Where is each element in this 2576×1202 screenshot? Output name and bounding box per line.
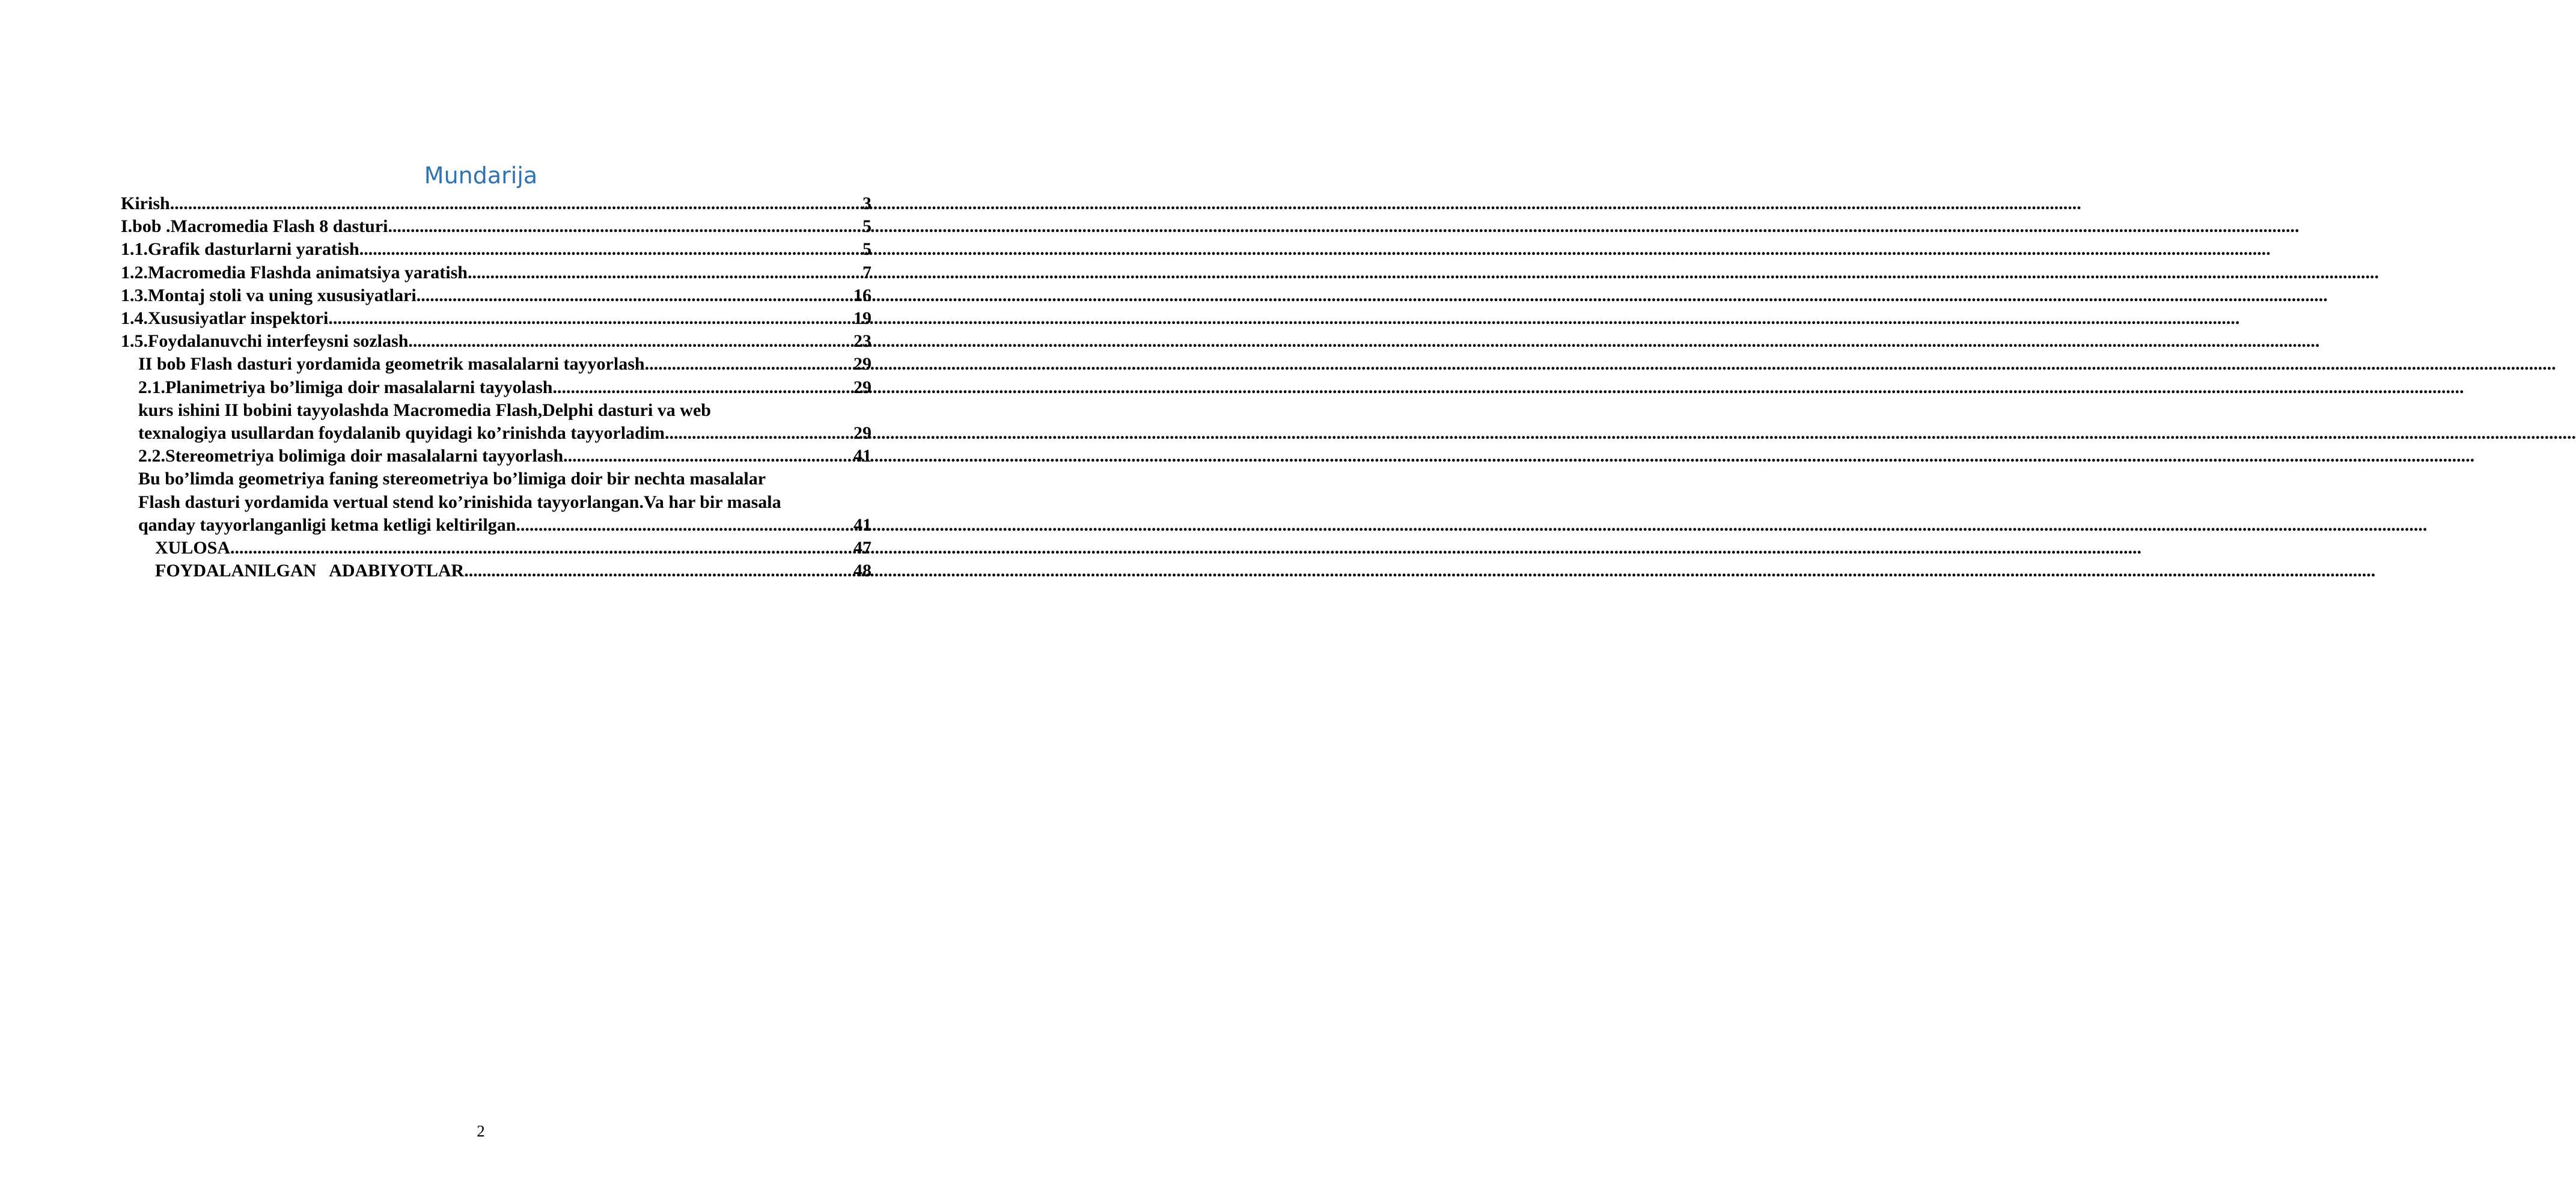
toc-entry-page: 29: [853, 354, 871, 374]
toc-entry-page: 41: [853, 446, 871, 466]
toc-entry-text: II bob Flash dasturi yordamida geometrik masalalarni tayyorlash: [138, 354, 645, 374]
toc-entry-1-2[interactable]: [121, 261, 871, 284]
toc-entry-1-1[interactable]: [121, 238, 871, 261]
toc-entry-text-line: Flash dasturi yordamida vertual stend ko’rinishida tayyorlangan.Va har bir masala: [138, 492, 781, 512]
toc-entry-text: Kirish: [121, 194, 170, 213]
toc-entry-page: 7: [862, 262, 871, 282]
toc-entry-text: 1.2.Macromedia Flashda animatsiya yaratish: [121, 262, 468, 282]
toc-entry-adabiyotlar[interactable]: [121, 560, 871, 582]
toc-entry-text: 1.1.Grafik dasturlarni yaratish: [121, 239, 359, 260]
toc-entry-page: 3: [862, 194, 871, 213]
toc-entry-text: 1.5.Foydalanuvchi interfeysni sozlash: [121, 331, 409, 352]
toc-entry-page: 16: [853, 285, 871, 305]
toc-entry-page: 5: [862, 239, 871, 260]
toc-entry-text: 2.1.Planimetriya bo’limiga doir masalalarni tayyolash: [138, 377, 553, 397]
toc-entry-stereometriya-info[interactable]: [121, 468, 871, 537]
document-page: [0, 0, 962, 1202]
toc-entry-text: FOYDALANILGAN ADABIYOTLAR: [155, 561, 465, 581]
toc-entry-text: 1.3.Montaj stoli va uning xususiyatlari: [121, 285, 417, 305]
toc-leader-dots: [563, 445, 853, 468]
toc-entry-text: texnalogiya usullardan foydalanib quyidagi ko’rinishda tayyorladim: [138, 423, 665, 444]
toc-leader-dots: [388, 215, 862, 238]
table-of-contents: [121, 192, 871, 582]
toc-entry-text: XULOSA: [155, 538, 231, 558]
toc-entry-2-2[interactable]: [121, 445, 871, 468]
toc-entry-page: 5: [862, 216, 871, 237]
toc-entry-text: 2.2.Stereometriya bolimiga doir masalalarni tayyorlash: [138, 446, 564, 466]
toc-leader-dots: [645, 353, 853, 376]
toc-entry-text: I.bob .Macromedia Flash 8 dasturi: [121, 216, 388, 237]
toc-leader-dots: [468, 261, 862, 284]
toc-entry-page: 19: [853, 308, 871, 329]
toc-entry-2-1[interactable]: [121, 376, 871, 399]
toc-entry-page: 29: [853, 423, 871, 444]
toc-leader-dots: [417, 284, 853, 307]
toc-leader-dots: [665, 422, 853, 445]
toc-leader-dots: [328, 307, 853, 330]
toc-leader-dots: [408, 330, 853, 353]
toc-entry-page: 48: [853, 561, 871, 581]
toc-leader-dots: [516, 514, 853, 537]
toc-leader-dots: [359, 238, 862, 261]
toc-entry-chapter-1[interactable]: [121, 215, 871, 238]
toc-leader-dots: [170, 192, 862, 215]
toc-entry-page: 23: [853, 331, 871, 352]
toc-entry-kirish[interactable]: [121, 192, 871, 215]
toc-entry-text: 1.4.Xususiyatlar inspektori: [121, 308, 329, 329]
toc-entry-page: 41: [853, 514, 871, 535]
toc-entry-1-5[interactable]: [121, 330, 871, 353]
toc-entry-text-line: Bu bo’limda geometriya faning stereometriya bo’limiga doir bir nechta masalalar: [138, 469, 766, 489]
toc-entry-text: qanday tayyorlanganligi ketma ketligi keltirilgan: [138, 514, 516, 535]
toc-entry-chapter-2[interactable]: [121, 353, 871, 376]
toc-entry-kurs-ishi[interactable]: [121, 399, 871, 445]
page-number: 2: [477, 1122, 485, 1140]
toc-entry-1-4[interactable]: [121, 307, 871, 330]
toc-entry-text-line: kurs ishini II bobini tayyolashda Macromedia Flash,Delphi dasturi va web: [138, 400, 711, 420]
toc-leader-dots: [552, 376, 853, 399]
toc-entry-page: 29: [853, 377, 871, 397]
toc-entry-page: 47: [853, 538, 871, 558]
toc-title: Mundarija: [424, 162, 538, 189]
toc-leader-dots: [230, 537, 853, 560]
toc-entry-1-3[interactable]: [121, 284, 871, 307]
toc-leader-dots: [464, 560, 853, 582]
toc-entry-xulosa[interactable]: [121, 537, 871, 560]
